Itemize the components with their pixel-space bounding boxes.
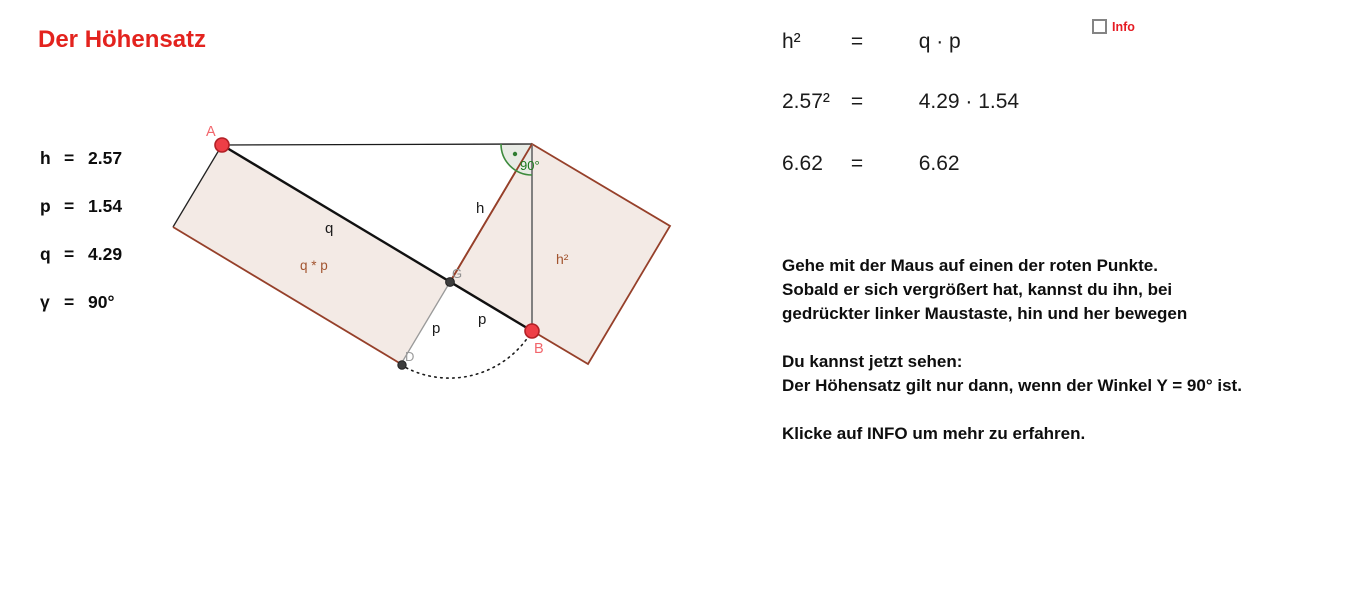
geometry-canvas [0, 0, 700, 430]
instruction-line: Klicke auf INFO um mehr zu erfahren. [782, 424, 1086, 443]
instruction-paragraph-1 [782, 254, 1242, 326]
segment-q-label: q [325, 220, 334, 237]
instruction-line: Gehe mit der Maus auf einen der roten Punkte. [782, 256, 1158, 275]
equals-sign: = [64, 292, 75, 312]
equation-row-formula [782, 30, 961, 54]
point-b-label: B [534, 341, 544, 357]
variable-value: 4.29 [88, 244, 123, 264]
point-a[interactable] [215, 138, 229, 152]
segment-h-label: h [476, 200, 485, 217]
equals-sign: = [64, 148, 75, 168]
instruction-line: Der Höhensatz gilt nur dann, wenn der Winkel Y = 90° ist. [782, 376, 1242, 395]
segment-p-left-label: p [432, 320, 441, 337]
angle-dot [513, 152, 517, 156]
equation-left: 2.57² [782, 90, 830, 113]
instruction-text [782, 254, 1242, 470]
equation-equals: = [850, 30, 864, 53]
page-title: Der Höhensatz [38, 26, 207, 53]
equation-equals: = [850, 90, 864, 113]
instruction-paragraph-3 [782, 422, 1242, 446]
segment-p-right-label: p [478, 311, 487, 328]
dotted-arc-db [401, 331, 532, 378]
point-b[interactable] [525, 324, 539, 338]
equation-right: 4.29 · 1.54 [918, 90, 1020, 113]
instruction-line: Du kannst jetzt sehen: [782, 352, 963, 371]
equation-left: h² [782, 30, 801, 53]
square-area-label: h² [556, 251, 569, 267]
rect-area-label: q * p [300, 258, 328, 273]
variable-name: h [40, 148, 51, 168]
variable-name: q [40, 244, 51, 264]
angle-90-label: 90° [520, 158, 540, 173]
info-checkbox-group[interactable] [1092, 19, 1135, 34]
info-checkbox-label[interactable]: Info [1112, 19, 1135, 34]
instruction-line: Sobald er sich vergrößert hat, kannst du ihn, bei [782, 280, 1173, 299]
equation-right: q · p [918, 30, 961, 53]
point-d-label: D [405, 349, 415, 364]
equation-row-values [782, 90, 1019, 114]
variable-name: p [40, 196, 51, 216]
variable-name: γ [40, 292, 50, 312]
point-g-label: G [452, 266, 463, 281]
info-checkbox[interactable] [1092, 19, 1107, 34]
point-a-label: A [206, 124, 216, 140]
variable-value: 90° [88, 292, 115, 312]
equals-sign: = [64, 244, 75, 264]
rect-qp-area [173, 145, 450, 364]
variable-value: 2.57 [88, 148, 123, 168]
equation-row-result [782, 152, 960, 176]
instruction-line: gedrückter linker Maustaste, hin und her bewegen [782, 304, 1188, 323]
equals-sign: = [64, 196, 75, 216]
side-ac [222, 144, 532, 145]
instruction-paragraph-2 [782, 350, 1242, 398]
variable-value: 1.54 [88, 196, 123, 216]
equation-equals: = [850, 152, 864, 175]
equation-right: 6.62 [918, 152, 960, 175]
equation-left: 6.62 [782, 152, 823, 175]
